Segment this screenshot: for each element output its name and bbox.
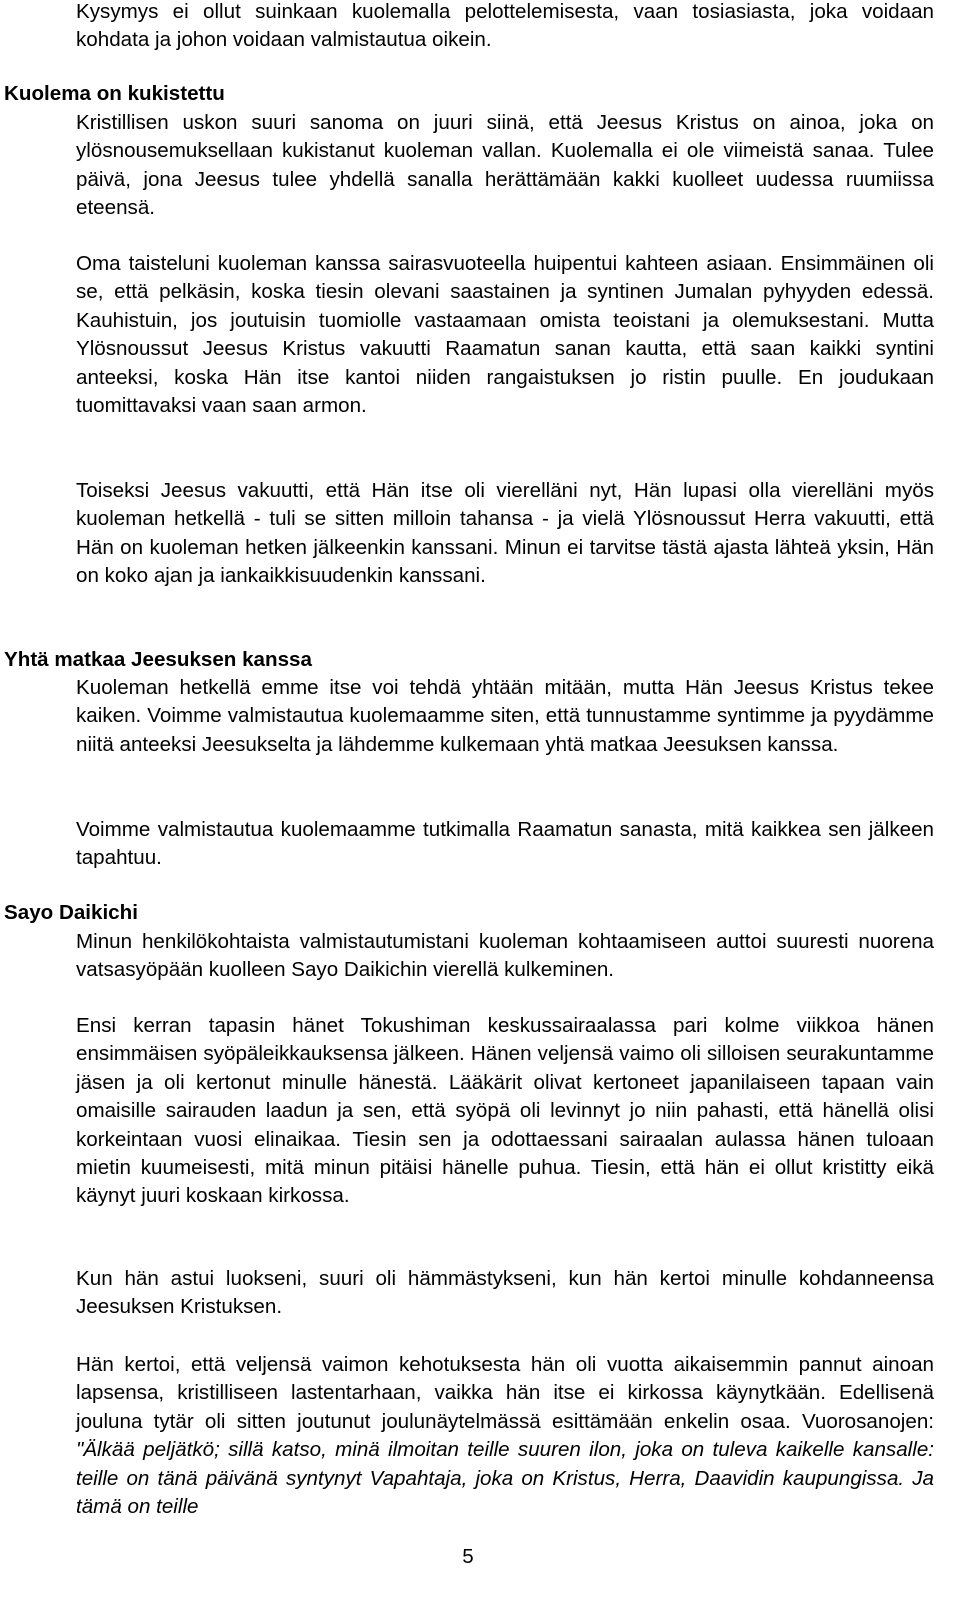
bible-quote: "Älkää peljätkö; sillä katso, minä ilmoitan teille suuren ilon, joka on tuleva kaikelle kansalle: teille on tänä päivänä syntynyt Vapahtaja, joka on Kristus, Herra, Daavidin kaupungissa. Ja tämä on teille (76, 1438, 934, 1519)
intro-paragraph: Kysymys ei ollut suinkaan kuolemalla pelottelemisesta, vaan tosiasiasta, joka voidaan kohdata ja johon voidaan valmistautua oikein. (76, 0, 934, 52)
paragraph: Kristillisen uskon suuri sanoma on juuri siinä, että Jeesus Kristus on ainoa, joka on ylösnousemuksellaan kukistanut kuoleman vallan. Kuolemalla ei ole viimeistä sanaa. Tulee päivä, jona Jeesus tulee yhdellä sanalla herättämään kakki kuolleet uudessa ruumiissa eteensä. (76, 111, 934, 220)
paragraph-text: Hän kertoi, että veljensä vaimon kehotuksesta hän oli vuotta aikaisemmin pannut ainoan lapsensa, kristilliseen lastentarhaan, vaikka hän itse ei kirkossa käynytkään. Edellisenä jouluna tytär oli sitten joutunut joulunäytelmässä esittämään enkelin osaa. Vuorosanojen: (76, 1353, 934, 1433)
section-heading-yhta-matkaa: Yhtä matkaa Jeesuksen kanssa (4, 648, 312, 671)
paragraph: Kuoleman hetkellä emme itse voi tehdä yhtään mitään, mutta Hän Jeesus Kristus tekee kaiken. Voimme valmistautua kuolemaamme siten, että tunnustamme syntimme ja pyydämme niitä anteeksi Jeesukselta ja lähdemme kulkemaan yhtä matkaa Jeesuksen kanssa. (76, 676, 934, 756)
paragraph: Voimme valmistautua kuolemaamme tutkimalla Raamatun sanasta, mitä kaikkea sen jälkeen tapahtuu. (76, 818, 934, 870)
paragraph: Kun hän astui luokseni, suuri oli hämmästykseni, kun hän kertoi minulle kohdanneensa Jeesuksen Kristuksen. (76, 1267, 934, 1319)
paragraph: Oma taisteluni kuoleman kanssa sairasvuoteella huipentui kahteen asiaan. Ensimmäinen oli se, että pelkäsin, koska tiesin olevani saastainen ja syntinen Jumalan pyhyyden edessä. Kauhistuin, jos joutuisin tuomiolle vastaamaan omista teoistani ja olemuksestani. Mutta Ylösnoussut Jeesus Kristus vakuutti Raamatun sanan kautta, että saan kaikki syntini anteeksi, koska Hän itse kantoi niiden rangaistuksen jo ristin puulle. En joudukaan tuomittavaksi vaan saan armon. (76, 252, 934, 418)
paragraph: Minun henkilökohtaista valmistautumistani kuoleman kohtaamiseen auttoi suuresti nuorena vatsasyöpään kuolleen Sayo Daikichin vierellä kulkeminen. (76, 930, 934, 982)
paragraph: Toiseksi Jeesus vakuutti, että Hän itse oli vierelläni nyt, Hän lupasi olla vierelläni myös kuoleman hetkellä - tuli se sitten milloin tahansa - ja vielä Ylösnoussut Herra vakuutti, että Hän on kuoleman hetken jälkeenkin kanssani. Minun ei tarvitse tästä ajasta lähteä yksin, Hän on koko ajan ja iankaikkisuudenkin kanssani. (76, 479, 934, 588)
paragraph (76, 1351, 934, 1521)
section-heading-kuolema: Kuolema on kukistettu (4, 82, 225, 105)
section-heading-sayo-daikichi: Sayo Daikichi (4, 901, 138, 924)
paragraph: Ensi kerran tapasin hänet Tokushiman keskussairaalassa pari kolme viikkoa hänen ensimmäisen syöpäleikkauksensa jälkeen. Hänen veljensä vaimo oli silloisen seurakuntamme jäsen ja oli kertonut minulle hänestä. Lääkärit olivat kertoneet japanilaiseen tapaan vain omaisille sairauden laadun ja sen, että syöpä oli levinnyt jo niin pahasti, että hänellä olisi korkeintaan vuosi elinaikaa. Tiesin sen ja odottaessani sairaalan aulassa hänen tuloaan mietin kuumeisesti, mitä minun pitäisi hänelle puhua. Tiesin, että hän ei ollut kristitty eikä käynyt juuri koskaan kirkossa. (76, 1014, 934, 1208)
page-number: 5 (462, 1545, 474, 1568)
